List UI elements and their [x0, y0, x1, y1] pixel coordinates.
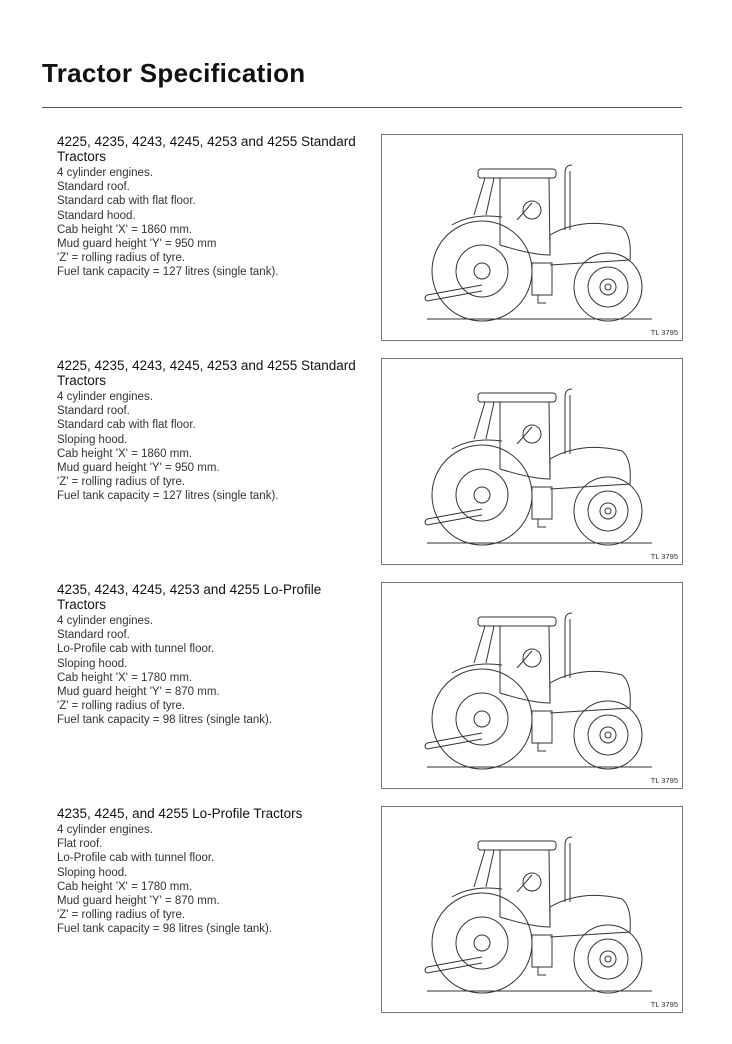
spec-heading: 4225, 4235, 4243, 4245, 4253 and 4255 Standard Tractors [57, 358, 356, 388]
spec-line: 4 cylinder engines. [57, 391, 153, 403]
spec-line: 'Z' = rolling radius of tyre. [57, 476, 186, 489]
tractor-figure [381, 358, 683, 565]
spec-line: Fuel tank capacity = 127 litres (single tank). [57, 490, 279, 503]
spec-line: Mud guard height 'Y' = 870 mm. [57, 895, 220, 908]
spec-line: Standard hood. [57, 209, 136, 222]
spec-section [57, 134, 357, 280]
tractor-illustration [382, 807, 682, 1012]
tractor-illustration [382, 359, 682, 564]
spec-line: 'Z' = rolling radius of tyre. [57, 909, 186, 922]
spec-line: Sloping hood. [57, 433, 128, 446]
spec-line: Flat roof. [57, 838, 103, 851]
spec-line: Fuel tank capacity = 98 litres (single tank). [57, 714, 273, 727]
spec-line: 4 cylinder engines. [57, 167, 153, 179]
tractor-figure [381, 134, 683, 341]
spec-line: Lo-Profile cab with tunnel floor. [57, 643, 215, 656]
spec-section [57, 582, 357, 728]
spec-line: Mud guard height 'Y' = 950 mm [57, 238, 217, 251]
tractor-illustration [382, 583, 682, 788]
spec-line: 'Z' = rolling radius of tyre. [57, 700, 186, 713]
spec-heading: 4225, 4235, 4243, 4245, 4253 and 4255 Standard Tractors [57, 134, 356, 164]
spec-section [57, 358, 357, 504]
spec-line: 4 cylinder engines. [57, 824, 153, 836]
spec-line: Cab height 'X' = 1860 mm. [57, 447, 193, 460]
tractor-figure [381, 806, 683, 1013]
figure-reference: TL 3795 [650, 552, 678, 561]
spec-line: Standard roof. [57, 405, 130, 418]
spec-line: Mud guard height 'Y' = 950 mm. [57, 462, 220, 475]
figure-reference: TL 3795 [650, 328, 678, 337]
spec-line: Cab height 'X' = 1860 mm. [57, 223, 193, 236]
figure-reference: TL 3795 [650, 1000, 678, 1009]
spec-line: Sloping hood. [57, 866, 128, 879]
spec-line: Mud guard height 'Y' = 870 mm. [57, 686, 220, 699]
title-divider [42, 107, 682, 108]
spec-heading: 4235, 4243, 4245, 4253 and 4255 Lo-Profile Tractors [57, 582, 322, 612]
spec-line: 4 cylinder engines. [57, 615, 153, 627]
tractor-illustration [382, 135, 682, 340]
tractor-figure [381, 582, 683, 789]
figure-reference: TL 3795 [650, 776, 678, 785]
spec-line: Cab height 'X' = 1780 mm. [57, 671, 193, 684]
spec-line: Fuel tank capacity = 98 litres (single tank). [57, 923, 273, 936]
spec-heading: 4235, 4245, and 4255 Lo-Profile Tractors [57, 806, 303, 821]
spec-line: Cab height 'X' = 1780 mm. [57, 880, 193, 893]
spec-line: Standard roof. [57, 629, 130, 642]
spec-line: Standard roof. [57, 181, 130, 194]
spec-line: Fuel tank capacity = 127 litres (single tank). [57, 266, 279, 279]
page-title: Tractor Specification [42, 58, 306, 88]
spec-line: Sloping hood. [57, 657, 128, 670]
spec-line: Standard cab with flat floor. [57, 419, 196, 432]
spec-line: Standard cab with flat floor. [57, 195, 196, 208]
spec-line: Lo-Profile cab with tunnel floor. [57, 852, 215, 865]
spec-line: 'Z' = rolling radius of tyre. [57, 252, 186, 265]
spec-section [57, 806, 357, 937]
